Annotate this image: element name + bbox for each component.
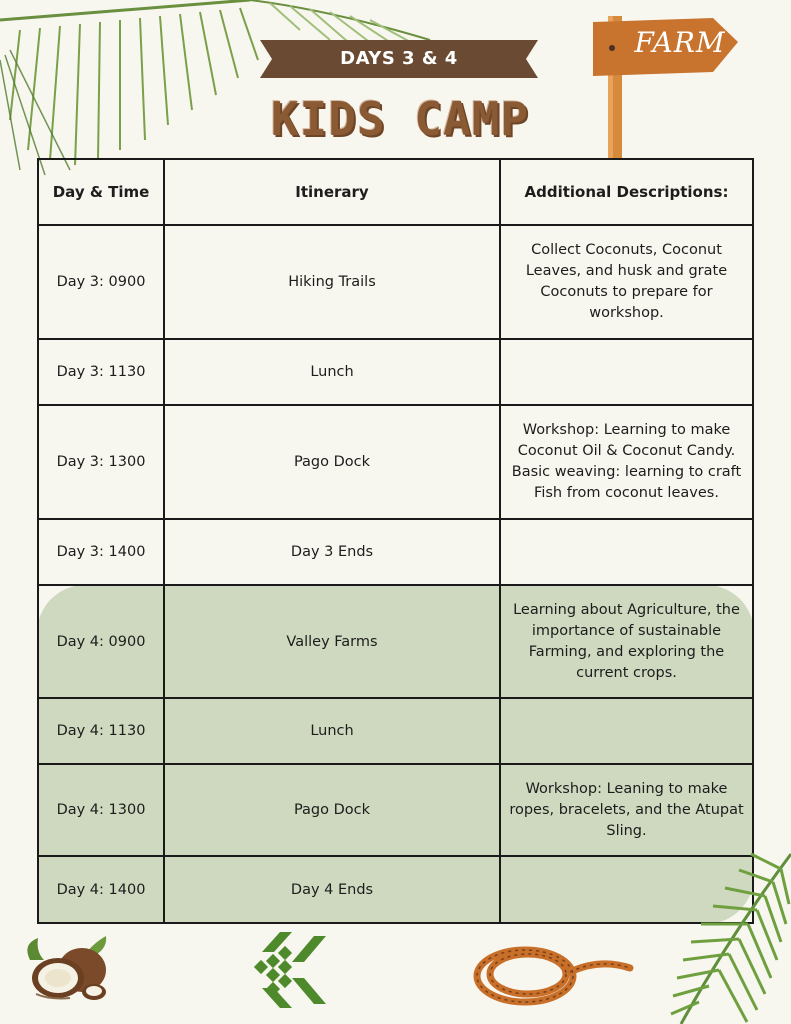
table-row	[38, 698, 753, 764]
row-itinerary: Pago Dock	[164, 764, 500, 856]
row-description	[500, 339, 753, 405]
row-itinerary: Day 4 Ends	[164, 856, 500, 923]
table-header-row	[38, 159, 753, 225]
page-title: KIDS CAMP	[270, 92, 530, 146]
row-time: Day 3: 0900	[38, 225, 164, 339]
row-time: Day 3: 1400	[38, 519, 164, 585]
weave-logo	[252, 932, 330, 1008]
table-row	[38, 225, 753, 339]
days-label: DAYS 3 & 4	[340, 48, 458, 69]
row-itinerary: Hiking Trails	[164, 225, 500, 339]
table-row	[38, 519, 753, 585]
row-time: Day 4: 1300	[38, 764, 164, 856]
row-description: Learning about Agriculture, the importance of sustainable Farming, and exploring the current crops.	[500, 585, 753, 698]
row-itinerary: Valley Farms	[164, 585, 500, 698]
row-time: Day 4: 1130	[38, 698, 164, 764]
row-time: Day 3: 1300	[38, 405, 164, 519]
table-row	[38, 405, 753, 519]
row-itinerary: Lunch	[164, 698, 500, 764]
row-description: Workshop: Leaning to make ropes, bracelets, and the Atupat Sling.	[500, 764, 753, 856]
table-row	[38, 339, 753, 405]
coconut-icon	[20, 930, 112, 1004]
table-row	[38, 764, 753, 856]
sign-label: FARM	[634, 26, 726, 59]
farm-signpost	[588, 10, 748, 160]
palm-leaves-top-left	[0, 0, 440, 180]
row-time: Day 4: 0900	[38, 585, 164, 698]
row-itinerary: Day 3 Ends	[164, 519, 500, 585]
rope-coil-icon	[470, 938, 636, 1010]
row-time: Day 4: 1400	[38, 856, 164, 923]
row-itinerary: Lunch	[164, 339, 500, 405]
row-description	[500, 519, 753, 585]
table-row	[38, 585, 753, 698]
row-description: Collect Coconuts, Coconut Leaves, and husk and grate Coconuts to prepare for workshop.	[500, 225, 753, 339]
header-descriptions: Additional Descriptions:	[500, 159, 753, 225]
row-time: Day 3: 1130	[38, 339, 164, 405]
itinerary-table	[37, 158, 754, 924]
row-description: Workshop: Learning to make Coconut Oil & Coconut Candy. Basic weaving: learning to craft Fish from coconut leaves.	[500, 405, 753, 519]
days-banner	[260, 40, 538, 78]
row-itinerary: Pago Dock	[164, 405, 500, 519]
palm-leaves-bottom-right	[621, 844, 791, 1024]
header-itinerary: Itinerary	[164, 159, 500, 225]
row-description	[500, 698, 753, 764]
header-day-time: Day & Time	[38, 159, 164, 225]
